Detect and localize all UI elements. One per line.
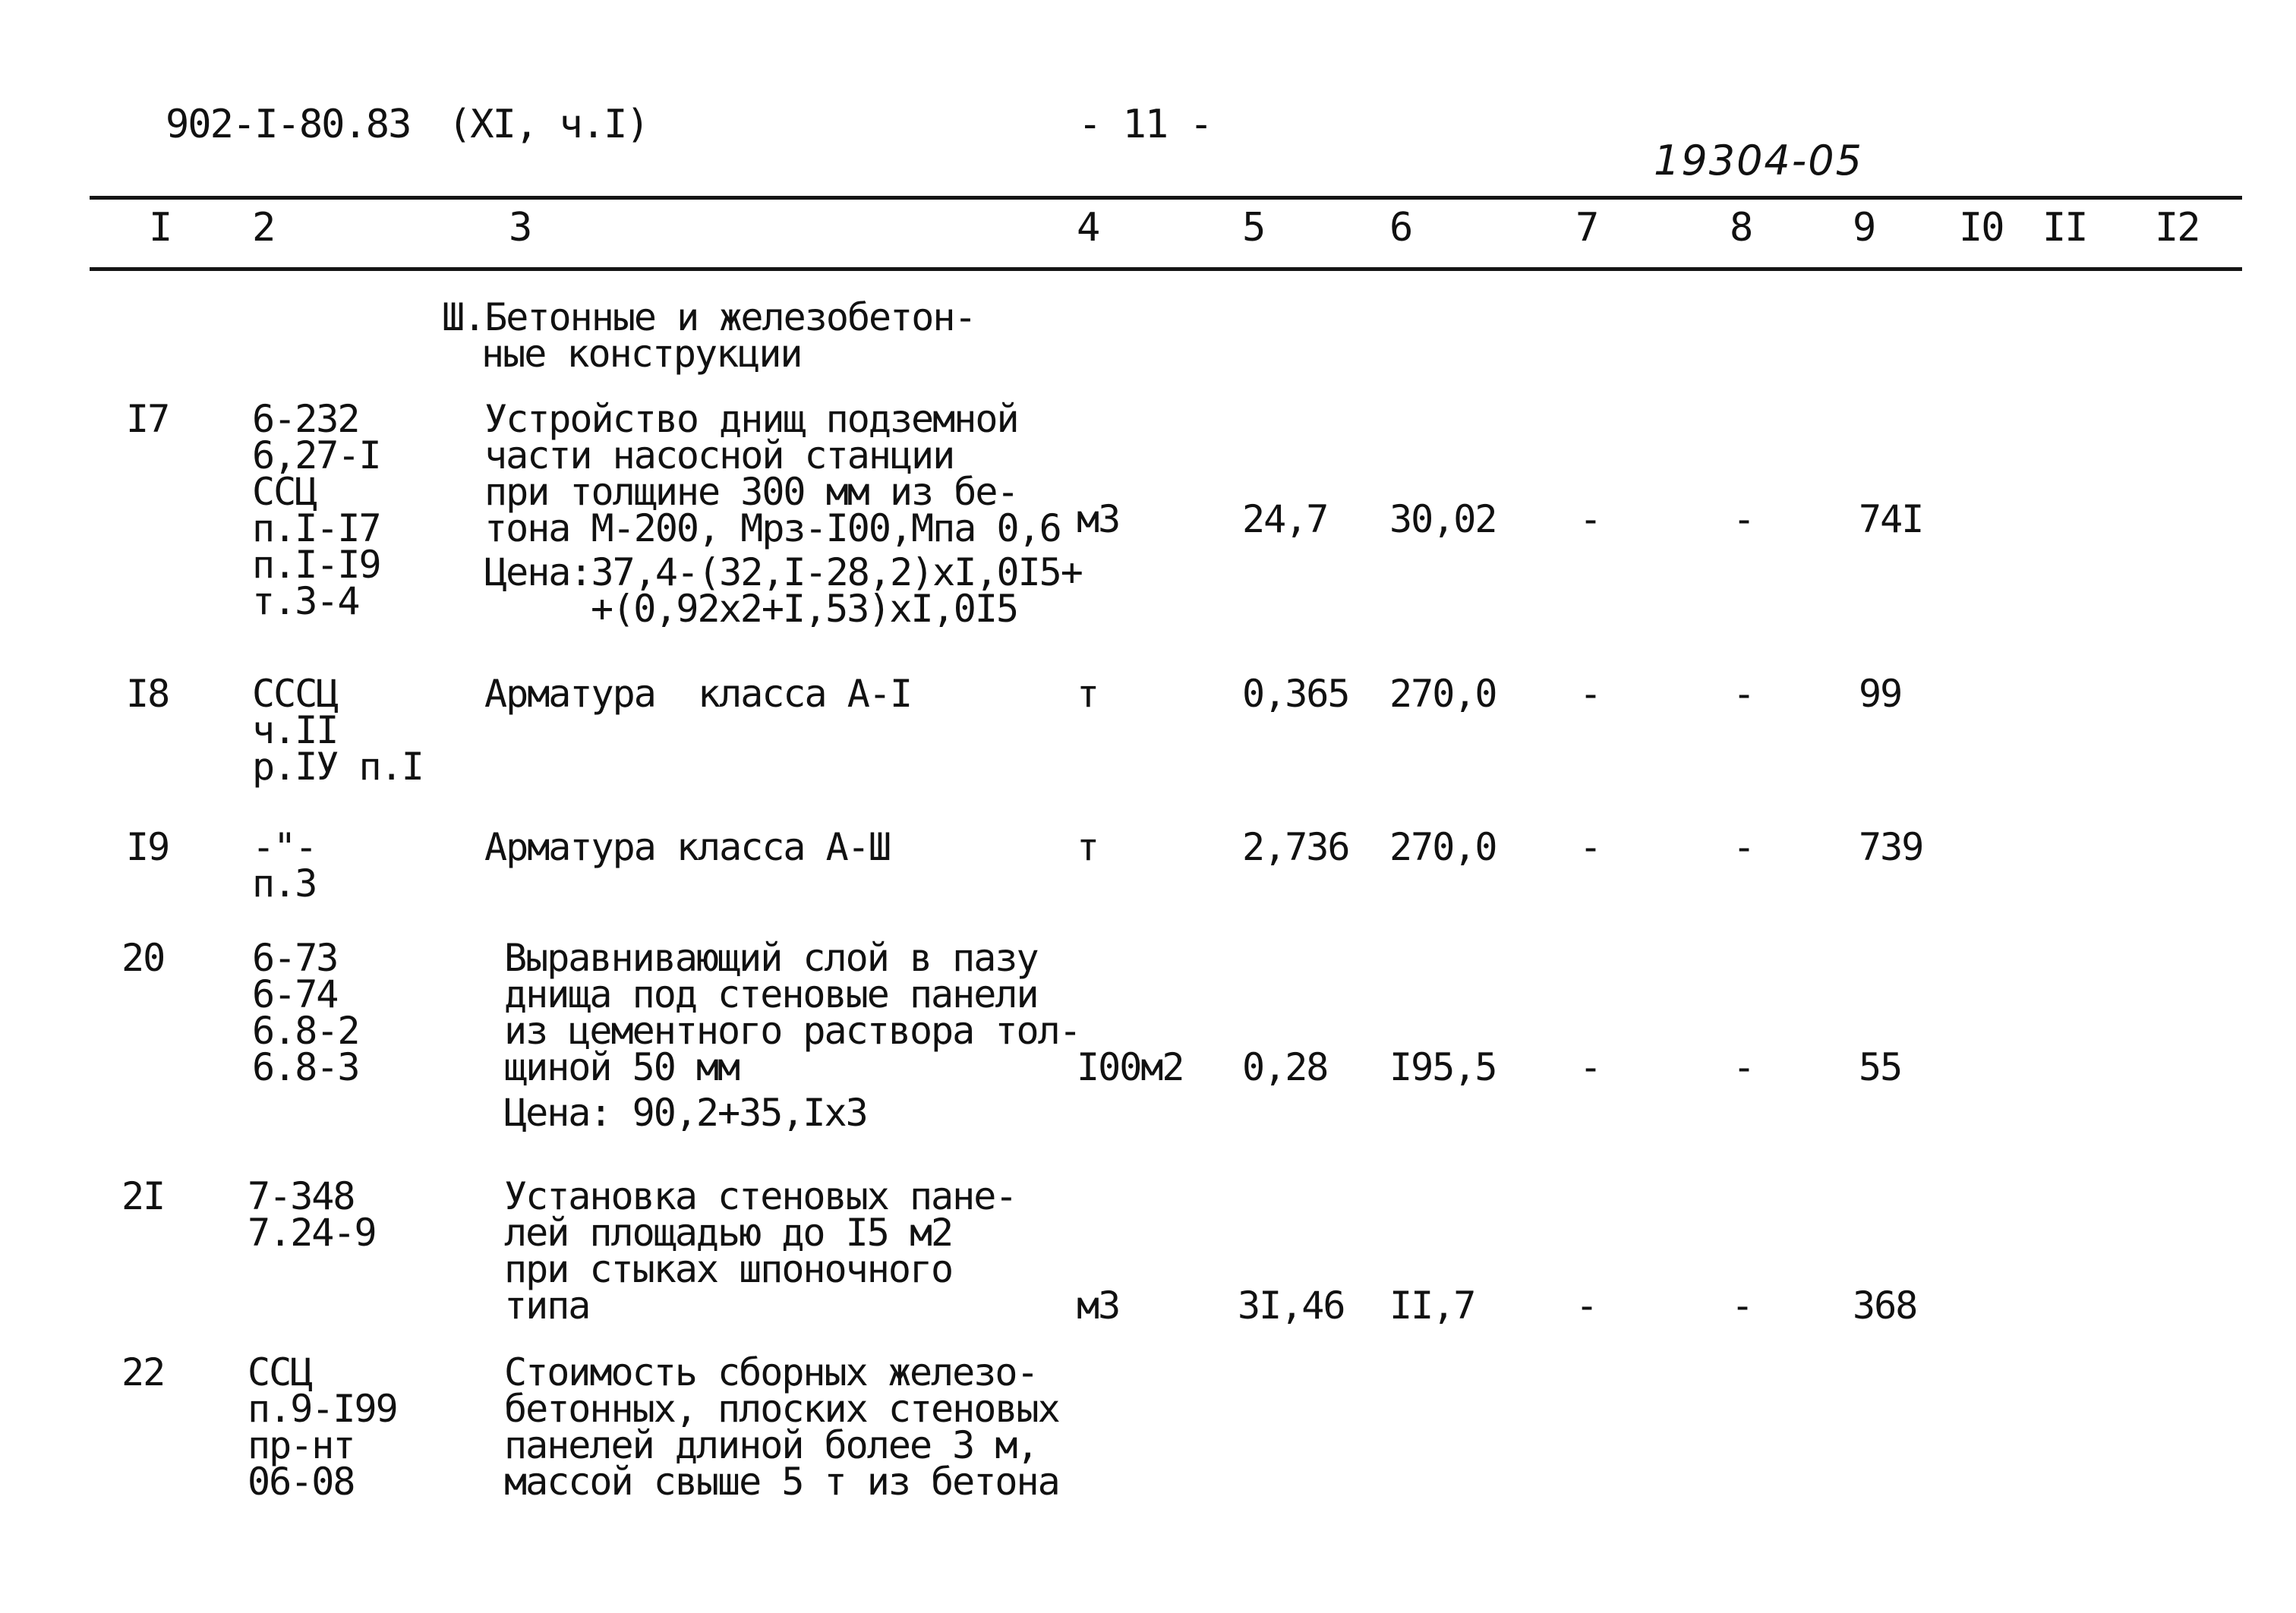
desc-line: Выравнивающий слой в пазу — [504, 936, 1038, 980]
total-cell: 739 — [1859, 825, 1923, 869]
price-cell: 270,0 — [1389, 825, 1496, 869]
row-description — [504, 936, 1080, 1089]
header-top-rule — [90, 196, 2242, 200]
desc-line: Устройство днищ подземной — [484, 397, 1018, 441]
total-cell: 55 — [1859, 1045, 1902, 1089]
column-8-cell: - — [1733, 672, 1755, 716]
ref-line: ч.II — [252, 708, 338, 752]
ref-line: р.IУ п.I — [252, 745, 423, 789]
total-cell: 74I — [1859, 497, 1923, 541]
price-cell: I95,5 — [1389, 1045, 1496, 1089]
desc-line: днища под стеновые панели — [504, 972, 1038, 1016]
ref-line: 6-232 — [252, 397, 359, 441]
ref-line: 6.8-2 — [252, 1009, 359, 1053]
column-header-9: 9 — [1853, 205, 1875, 250]
ref-line: п.3 — [252, 862, 317, 906]
quantity-cell: 24,7 — [1242, 497, 1328, 541]
column-8-cell: - — [1733, 1045, 1755, 1089]
column-header-2: 2 — [252, 205, 275, 250]
section-title-line: Ш.Бетонные и железобетон- — [442, 295, 976, 339]
ref-line: пр-нт — [248, 1423, 355, 1467]
column-7-cell: - — [1579, 497, 1601, 541]
row-refs — [252, 936, 359, 1089]
row-description — [504, 1174, 1017, 1328]
unit-cell: т — [1077, 672, 1099, 716]
column-header-5: 5 — [1242, 205, 1265, 250]
page-number: - 11 - — [1078, 102, 1212, 147]
column-header-1: I — [149, 205, 172, 250]
desc-line: бетонных, плоских стеновых — [504, 1387, 1059, 1431]
ref-line: 7-348 — [248, 1174, 355, 1218]
row-description — [484, 397, 1061, 550]
total-cell: 368 — [1853, 1284, 1917, 1328]
ref-line: п.I-I7 — [252, 506, 380, 550]
desc-line: части насосной станции — [484, 433, 954, 477]
desc-line: из цементного раствора тол- — [504, 1009, 1080, 1053]
row-number: I9 — [126, 825, 169, 869]
row-refs — [252, 825, 317, 906]
row-number: 20 — [121, 936, 165, 980]
ref-line: 7.24-9 — [248, 1211, 376, 1255]
ref-line: ССЦ — [248, 1350, 312, 1394]
quantity-cell: 3I,46 — [1238, 1284, 1345, 1328]
total-cell: 99 — [1859, 672, 1902, 716]
row-number: 2I — [121, 1174, 165, 1218]
column-8-cell: - — [1733, 497, 1755, 541]
column-7-cell: - — [1579, 825, 1601, 869]
column-8-cell: - — [1731, 1284, 1753, 1328]
row-number: I8 — [126, 672, 169, 716]
row-refs — [248, 1174, 376, 1255]
column-header-3: 3 — [509, 205, 531, 250]
row-description — [504, 1350, 1059, 1504]
desc-line: Установка стеновых пане- — [504, 1174, 1017, 1218]
doc-part: (XI, ч.I) — [448, 102, 648, 147]
column-header-10: I0 — [1959, 205, 2004, 250]
desc-line: типа — [504, 1284, 590, 1328]
column-header-4: 4 — [1077, 205, 1099, 250]
row-refs — [248, 1350, 397, 1504]
row-refs — [252, 672, 423, 789]
section-title — [442, 295, 976, 376]
column-header-12: I2 — [2155, 205, 2200, 250]
ref-line: 6,27-I — [252, 433, 380, 477]
price-note-line: Цена:37,4-(32,I-28,2)хI,0I5+ — [484, 550, 1082, 594]
desc-line: тона М-200, Мрз-I00,Мпа 0,6 — [484, 506, 1061, 550]
desc-line: щиной 50 мм — [504, 1045, 740, 1089]
row-description: Арматура класса А-I — [484, 672, 912, 716]
price-cell: 30,02 — [1389, 497, 1496, 541]
price-cell: 270,0 — [1389, 672, 1496, 716]
column-header-11: II — [2042, 205, 2087, 250]
column-7-cell: - — [1579, 1045, 1601, 1089]
quantity-cell: 0,28 — [1242, 1045, 1328, 1089]
ref-line: т.3-4 — [252, 579, 359, 623]
handwritten-number: 19304-05 — [1654, 137, 1863, 184]
column-7-cell: - — [1575, 1284, 1597, 1328]
unit-cell: м3 — [1077, 497, 1120, 541]
column-8-cell: - — [1733, 825, 1755, 869]
ref-line: 6.8-3 — [252, 1045, 359, 1089]
header-bottom-rule — [90, 267, 2242, 271]
section-title-line: ные конструкции — [481, 332, 802, 376]
unit-cell: м3 — [1077, 1284, 1120, 1328]
row-description: Арматура класса А-Ш — [484, 825, 890, 869]
price-note-line: +(0,92х2+I,53)хI,0I5 — [591, 587, 1018, 631]
desc-line: Стоимость сборных железо- — [504, 1350, 1038, 1394]
ref-line: п.I-I9 — [252, 543, 380, 587]
ref-line: 06-08 — [248, 1460, 355, 1504]
quantity-cell: 0,365 — [1242, 672, 1349, 716]
unit-cell: т — [1077, 825, 1099, 869]
ref-line: ССЦ — [252, 470, 317, 514]
ref-line: п.9-I99 — [248, 1387, 397, 1431]
ref-line: СССЦ — [252, 672, 338, 716]
doc-code: 902-I-80.83 — [166, 102, 411, 147]
column-7-cell: - — [1579, 672, 1601, 716]
column-header-7: 7 — [1575, 205, 1598, 250]
price-note: Цена: 90,2+35,Iх3 — [504, 1091, 867, 1135]
desc-line: при стыках шпоночного — [504, 1247, 953, 1291]
price-note — [484, 550, 1082, 631]
quantity-cell: 2,736 — [1242, 825, 1349, 869]
desc-line: панелей длиной более 3 м, — [504, 1423, 1038, 1467]
row-number: 22 — [121, 1350, 165, 1394]
column-header-8: 8 — [1730, 205, 1752, 250]
row-number: I7 — [126, 397, 169, 441]
ref-line: 6-74 — [252, 972, 338, 1016]
price-cell: II,7 — [1389, 1284, 1475, 1328]
desc-line: лей площадью до I5 м2 — [504, 1211, 953, 1255]
unit-cell: I00м2 — [1077, 1045, 1184, 1089]
row-refs — [252, 397, 380, 623]
desc-line: при толщине 300 мм из бе- — [484, 470, 1018, 514]
column-header-6: 6 — [1389, 205, 1412, 250]
desc-line: массой свыше 5 т из бетона — [504, 1460, 1059, 1504]
ref-line: -"- — [252, 825, 317, 869]
ref-line: 6-73 — [252, 936, 338, 980]
